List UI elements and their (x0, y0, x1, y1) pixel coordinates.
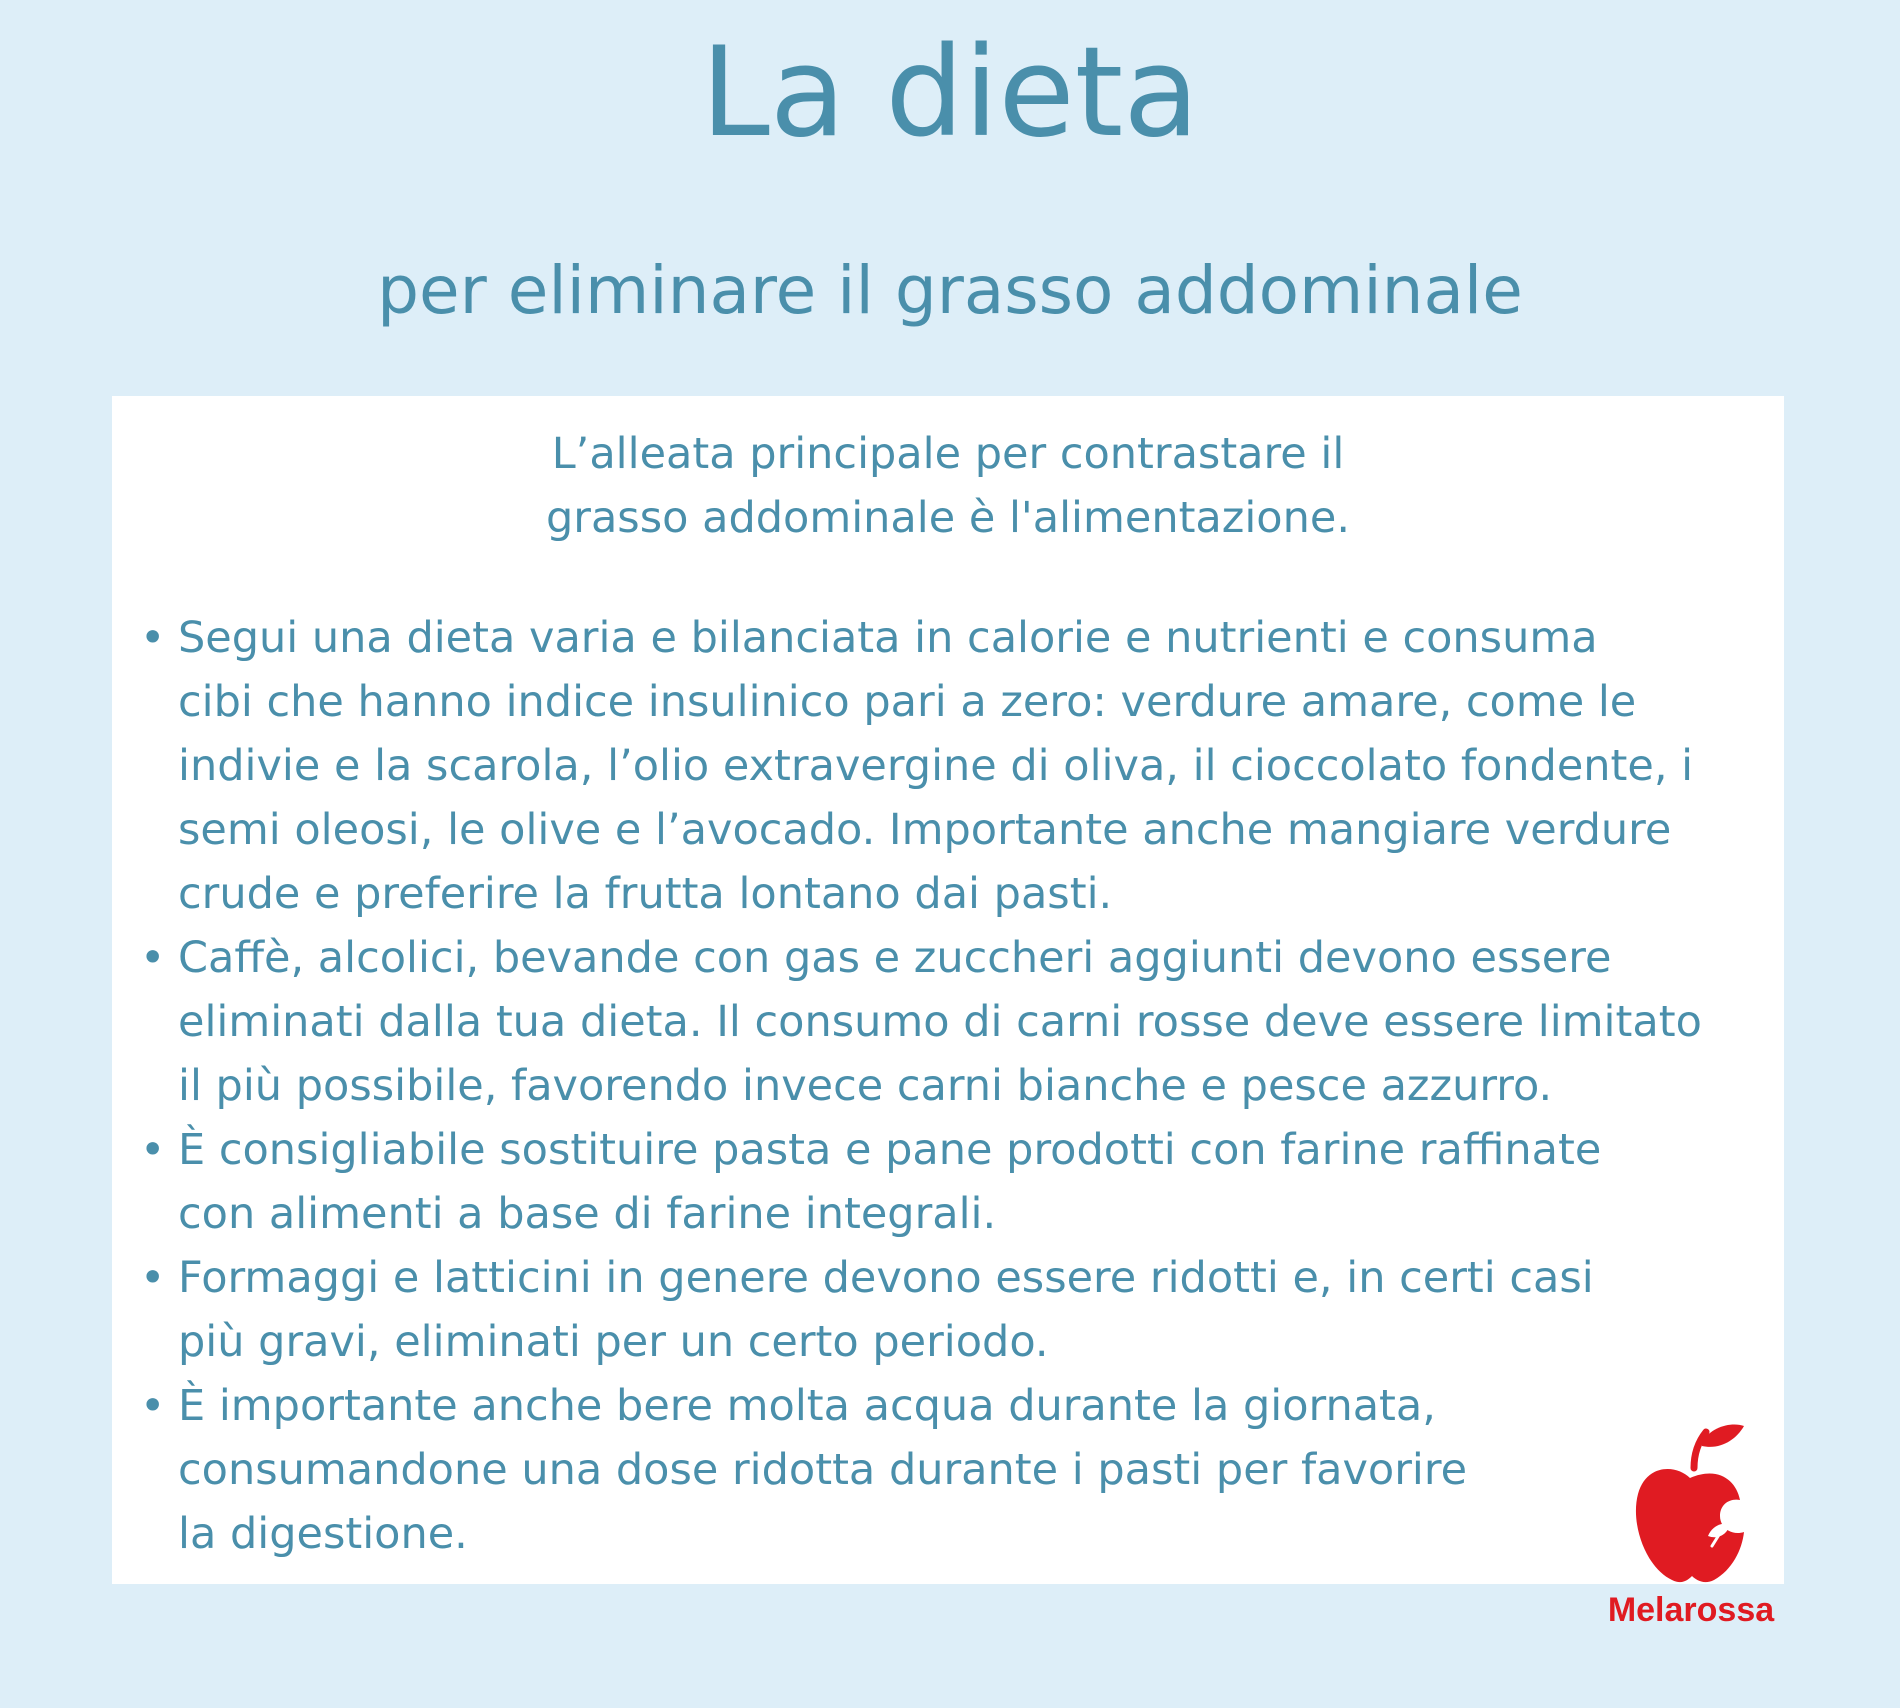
list-item-line: crude e preferire la frutta lontano dai pasti. (178, 869, 1113, 919)
list-item-line: la digestione. (178, 1509, 468, 1559)
list-item-line: consumandone una dose ridotta durante i pasti per favorire (178, 1445, 1468, 1495)
bullet-icon: • (140, 1381, 166, 1431)
list-item (138, 1118, 1768, 1246)
list-item-line: È importante anche bere molta acqua durante la giornata, (178, 1381, 1436, 1431)
content-card (112, 396, 1784, 1584)
list-item (138, 1246, 1768, 1374)
bullet-icon: • (140, 1125, 166, 1175)
list-item-line: Formaggi e latticini in genere devono essere ridotti e, in certi casi (178, 1253, 1594, 1303)
list-item-line: indivie e la scarola, l’olio extravergine di oliva, il cioccolato fondente, i (178, 741, 1694, 791)
list-item (138, 1374, 1768, 1566)
list-item-line: semi oleosi, le olive e l’avocado. Importante anche mangiare verdure (178, 805, 1672, 855)
list-item-line: con alimenti a base di farine integrali. (178, 1189, 997, 1239)
list-item-line: il più possibile, favorendo invece carni bianche e pesce azzurro. (178, 1061, 1553, 1111)
bullet-icon: • (140, 1253, 166, 1303)
brand-logo (1588, 1420, 1794, 1636)
apple-icon (1632, 1420, 1750, 1588)
list-item-line: Segui una dieta varia e bilanciata in calorie e nutrienti e consuma (178, 613, 1598, 663)
intro-line: grasso addominale è l'alimentazione. (545, 493, 1350, 543)
bullet-icon: • (140, 613, 166, 663)
list-item-line: È consigliabile sostituire pasta e pane prodotti con farine raffinate (178, 1125, 1602, 1175)
intro-line: L’alleata principale per contrastare il (551, 429, 1345, 479)
brand-name: Melarossa (1607, 1591, 1775, 1629)
list-item (138, 606, 1768, 926)
bullet-icon: • (140, 933, 166, 983)
intro-text (112, 422, 1784, 550)
page-title: La dieta (700, 21, 1200, 165)
list-item (138, 926, 1768, 1118)
list-item-line: più gravi, eliminati per un certo periodo. (178, 1317, 1049, 1367)
list-item-line: Caffè, alcolici, bevande con gas e zuccheri aggiunti devono essere (178, 933, 1612, 983)
tips-list (138, 606, 1768, 1566)
page-subtitle: per eliminare il grasso addominale (377, 252, 1523, 329)
list-item-line: eliminati dalla tua dieta. Il consumo di carni rosse deve essere limitato (178, 997, 1702, 1047)
list-item-line: cibi che hanno indice insulinico pari a zero: verdure amare, come le (178, 677, 1637, 727)
